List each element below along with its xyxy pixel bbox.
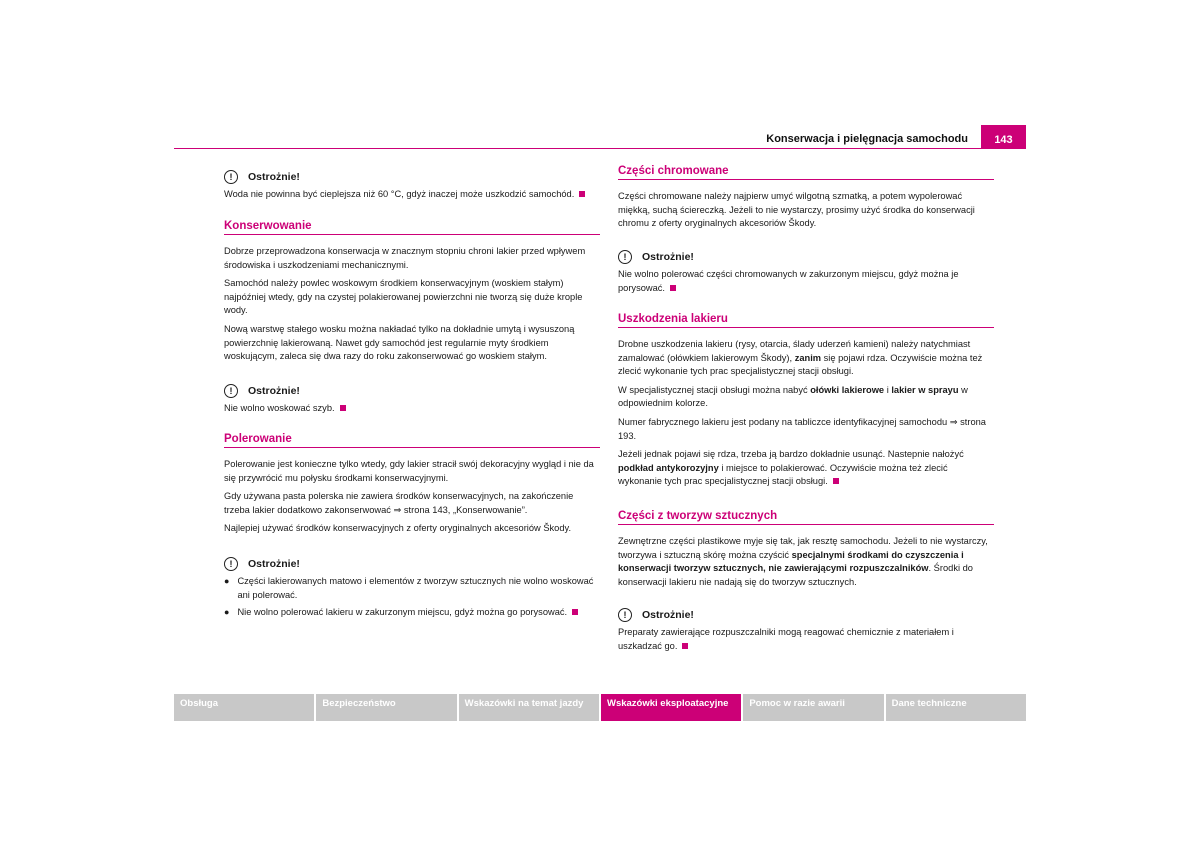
nav-tab-pomoc[interactable]: Pomoc w razie awarii — [743, 694, 883, 721]
paragraph: Części chromowane należy najpierw umyć wilgotną szmatką, a potem wypolerować miękką, suchą ściereczką. Jeżeli to nie wystarczy, prosimy użyć środka do konserwacji chromu z oferty oryginalnych akcesoriów Škody. — [618, 191, 975, 229]
paragraph: Nową warstwę stałego wosku można nakładać tylko na dokładnie umytą i wysuszoną powierzchnię lakierowaną. Nawet gdy samochód jest regularnie myty środkiem woskującym, zaleca się dwa razy do roku zakonserwować go woskiem stałym. — [224, 323, 575, 362]
warning-text: Nie wolno woskować szyb. — [224, 403, 335, 413]
section-heading: Części chromowane — [618, 165, 994, 180]
section-polerowanie — [224, 433, 600, 536]
paragraph: Najlepiej używać środków konserwacyjnych z oferty oryginalnych akcesoriów Škody. — [224, 523, 572, 534]
end-marker-icon — [670, 285, 676, 291]
warning-text: Nie wolno polerować części chromowanych w zakurzonym miejscu, gdyż można je porysować. — [618, 269, 959, 293]
warning-icon: ! — [224, 384, 238, 398]
paragraph: Polerowanie jest konieczne tylko wtedy, gdy lakier stracił swój dekoracyjny wygląd i nie da się przywrócić mu połysku środkami konserwacyjnymi. — [224, 459, 594, 483]
section-heading: Polerowanie — [224, 433, 600, 448]
paragraph: Samochód należy powlec woskowym środkiem konserwacyjnym (woskiem stałym) najpóźniej wtedy, gdy na czystej polakierowanej powierzchni nie tworzą się duże krople wody. — [224, 278, 583, 316]
warning-title: Ostrożnie! — [248, 558, 300, 570]
chapter-nav — [174, 694, 1026, 721]
page-number: 143 — [981, 125, 1026, 149]
warning-matte-parts — [224, 557, 600, 620]
warning-windows — [224, 384, 600, 416]
warning-title: Ostrożnie! — [248, 385, 300, 397]
section-title: Konserwacja i pielęgnacja samochodu — [766, 133, 968, 145]
warning-icon: ! — [224, 170, 238, 184]
paragraph: Dobrze przeprowadzona konserwacja w znacznym stopniu chroni lakier przed wpływem środowiska i uszkodzeniami mechanicznymi. — [224, 246, 586, 270]
end-marker-icon — [833, 478, 839, 484]
section-heading: Uszkodzenia lakieru — [618, 313, 994, 328]
section-heading: Części z tworzyw sztucznych — [618, 510, 994, 525]
paragraph: Jeżeli jednak pojawi się rdza, trzeba ją bardzo dokładnie usunąć. Nastepnie nałożyć podkład antykorozyjny i miejsce to polakierować. Oczywiście można też zlecić wykonanie tych prac specjalistycznej stacji obsługi. — [618, 449, 964, 487]
section-czesci-z-tworzyw — [618, 510, 994, 589]
section-konserwowanie — [224, 220, 600, 364]
warning-water-temp — [224, 170, 600, 202]
bullet-icon: ● — [224, 576, 230, 586]
warning-title: Ostrożnie! — [642, 251, 694, 263]
section-heading: Konserwowanie — [224, 220, 600, 235]
nav-tab-wskazowki-jazdy[interactable]: Wskazówki na temat jazdy — [459, 694, 599, 721]
end-marker-icon — [682, 643, 688, 649]
list-item: ● Części lakierowanych matowo i elementów z tworzyw sztucznych nie wolno woskować ani polerować. — [224, 575, 600, 602]
bullet-icon: ● — [224, 607, 230, 618]
warning-text: Woda nie powinna być cieplejsza niż 60 °C, gdyż inaczej może uszkodzić samochód. — [224, 189, 575, 199]
warning-title: Ostrożnie! — [248, 171, 300, 183]
paragraph: Gdy używana pasta polerska nie zawiera środków konserwacyjnych, na zakończenie trzeba lakier dodatkowo zakonserwować ⇒ strona 143, „Konserwowanie”. — [224, 491, 574, 515]
warning-title: Ostrożnie! — [642, 609, 694, 621]
nav-tab-obsluga[interactable]: Obsługa — [174, 694, 314, 721]
header-rule — [174, 148, 1026, 149]
warning-solvents — [618, 608, 994, 653]
paragraph: Drobne uszkodzenia lakieru (rysy, otarcia, ślady uderzeń kamieni) należy natychmiast zamalować (ołówkiem lakierowym Škody), zanim się pojawi rdza. Oczywiście można też zlecić wykonanie tych prac specjalistycznej stacji obsługi. — [618, 339, 983, 377]
section-uszkodzenia-lakieru — [618, 313, 994, 489]
paragraph: W specjalistycznej stacji obsługi można nabyć ołówki lakierowe i lakier w sprayu w odpowiednim kolorze. — [618, 384, 968, 409]
warning-chrome — [618, 250, 994, 295]
warning-icon: ! — [618, 250, 632, 264]
section-czesci-chromowane — [618, 165, 994, 231]
list-item: ● Nie wolno polerować lakieru w zakurzonym miejscu, gdyż można go porysować. — [224, 606, 600, 620]
nav-tab-dane-techniczne[interactable]: Dane techniczne — [886, 694, 1026, 721]
warning-icon: ! — [224, 557, 238, 571]
paragraph: Zewnętrzne części plastikowe myje się tak, jak resztę samochodu. Jeżeli to nie wystarczy, tworzywa i sztuczną skórę można czyścić specjalnymi środkami do czyszczenia i konserwacji tworzyw sztucznych, nie zawierającymi rozpuszczalników. Środki do konserwacji lakieru nie nadają się do tworzyw sztucznych. — [618, 536, 988, 587]
nav-tab-bezpieczenstwo[interactable]: Bezpieczeństwo — [316, 694, 456, 721]
warning-icon: ! — [618, 608, 632, 622]
end-marker-icon — [340, 405, 346, 411]
nav-tab-wskazowki-eksploatacyjne[interactable]: Wskazówki eksploatacyjne — [601, 694, 741, 721]
warning-text: Preparaty zawierające rozpuszczalniki mogą reagować chemicznie z materiałem i uszkadzać go. — [618, 627, 954, 651]
end-marker-icon — [579, 191, 585, 197]
paragraph: Numer fabrycznego lakieru jest podany na tabliczce identyfikacyjnej samochodu ⇒ strona 193. — [618, 416, 986, 441]
end-marker-icon — [572, 609, 578, 615]
